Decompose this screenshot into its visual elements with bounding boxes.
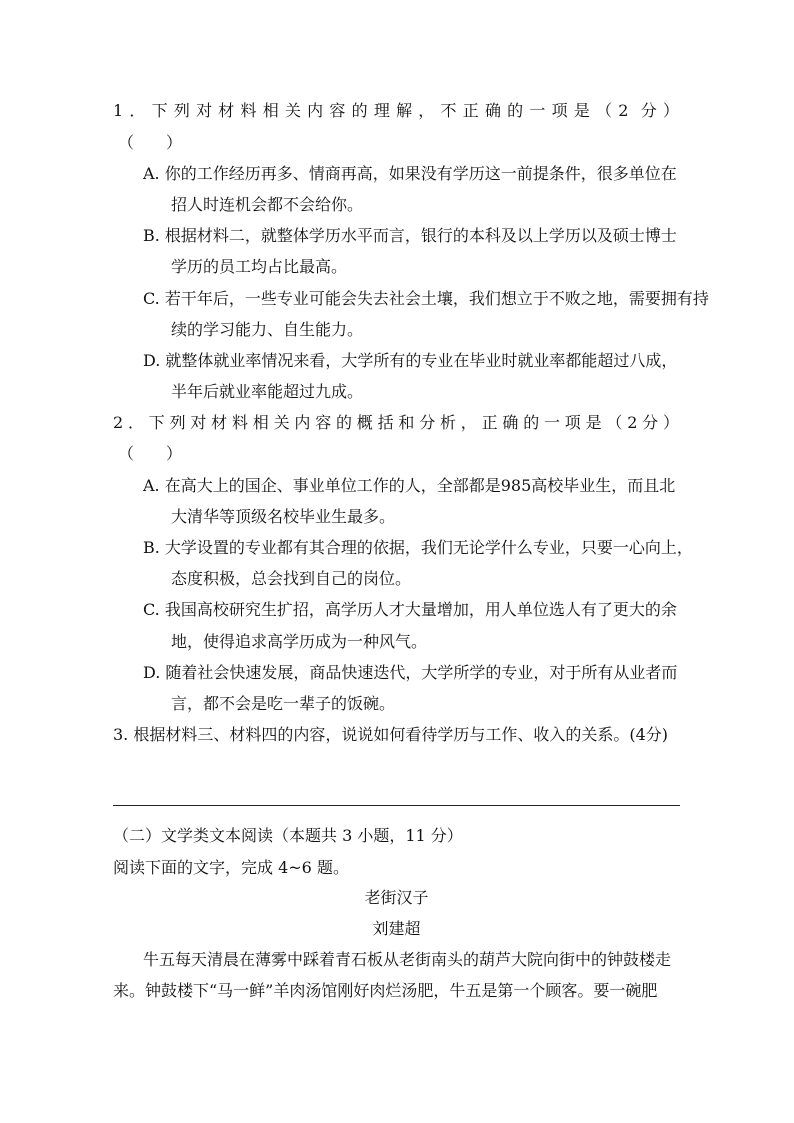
q2-option-c-line1: C. 我国高校研究生扩招，高学历人才大量增加，用人单位选人有了更大的余 — [143, 600, 677, 619]
section-divider — [113, 805, 680, 806]
q2-option-b-line2: 态度积极，总会找到自己的岗位。 — [171, 569, 412, 588]
q1-option-a-line1: A. 你的工作经历再多、情商再高，如果没有学历这一前提条件，很多单位在 — [143, 164, 677, 183]
q1-option-b-line1: B. 根据材料二，就整体学历水平而言，银行的本科及以上学历以及硕士博士 — [143, 226, 677, 245]
q1-option-c-line2: 续的学习能力、自生能力。 — [171, 320, 364, 339]
q2-option-c-line2: 地，使得追求高学历成为一种风气。 — [171, 632, 428, 651]
q2-option-d-line2: 言，都不会是吃一辈子的饭碗。 — [171, 694, 396, 713]
q2-option-d-line1: D. 随着社会快速发展，商品快速迭代，大学所学的专业，对于所有从业者而 — [143, 663, 678, 682]
q2-option-a-line2: 大清华等顶级名校毕业生最多。 — [171, 507, 396, 526]
question-1-blank: （ ） — [118, 133, 183, 152]
passage-paragraph-line1: 牛五每天清晨在薄雾中踩着青石板从老街南头的葫芦大院向街中的钟鼓楼走 — [143, 950, 672, 969]
q2-option-a-line1: A. 在高大上的国企、事业单位工作的人，全部都是985高校毕业生，而且北 — [143, 476, 676, 495]
passage-paragraph-line2: 来。钟鼓楼下“马一鲜”羊肉汤馆刚好肉烂汤肥，牛五是第一个顾客。要一碗肥 — [113, 981, 658, 1000]
question-3-stem: 3. 根据材料三、材料四的内容，说说如何看待学历与工作、收入的关系。(4分) — [113, 725, 669, 744]
q1-option-c-line1: C. 若干年后，一些专业可能会失去社会土壤，我们想立于不败之地，需要拥有持 — [143, 289, 709, 308]
question-2-stem: 2．下列对材料相关内容的概括和分析，正确的一项是（2分） — [113, 413, 680, 432]
q1-option-d-line2: 半年后就业率能超过九成。 — [171, 382, 364, 401]
q2-option-b-line1: B. 大学设置的专业都有其合理的依据，我们无论学什么专业，只要一心向上， — [143, 538, 693, 557]
q1-option-b-line2: 学历的员工均占比最高。 — [171, 257, 348, 276]
section-instruction: 阅读下面的文字，完成 4~6 题。 — [113, 858, 349, 877]
question-2-blank: （ ） — [118, 444, 183, 463]
q1-option-a-line2: 招人时连机会都不会给你。 — [171, 195, 364, 214]
question-1-stem: 1．下列对材料相关内容的理解，不正确的一项是（2 分） — [113, 101, 680, 120]
section-heading: （二）文学类文本阅读（本题共 3 小题，11 分） — [113, 826, 463, 845]
passage-title: 老街汉子 — [364, 888, 429, 907]
q1-option-d-line1: D. 就整体就业率情况来看，大学所有的专业在毕业时就业率都能超过八成， — [143, 351, 678, 370]
passage-author: 刘建超 — [372, 919, 421, 938]
